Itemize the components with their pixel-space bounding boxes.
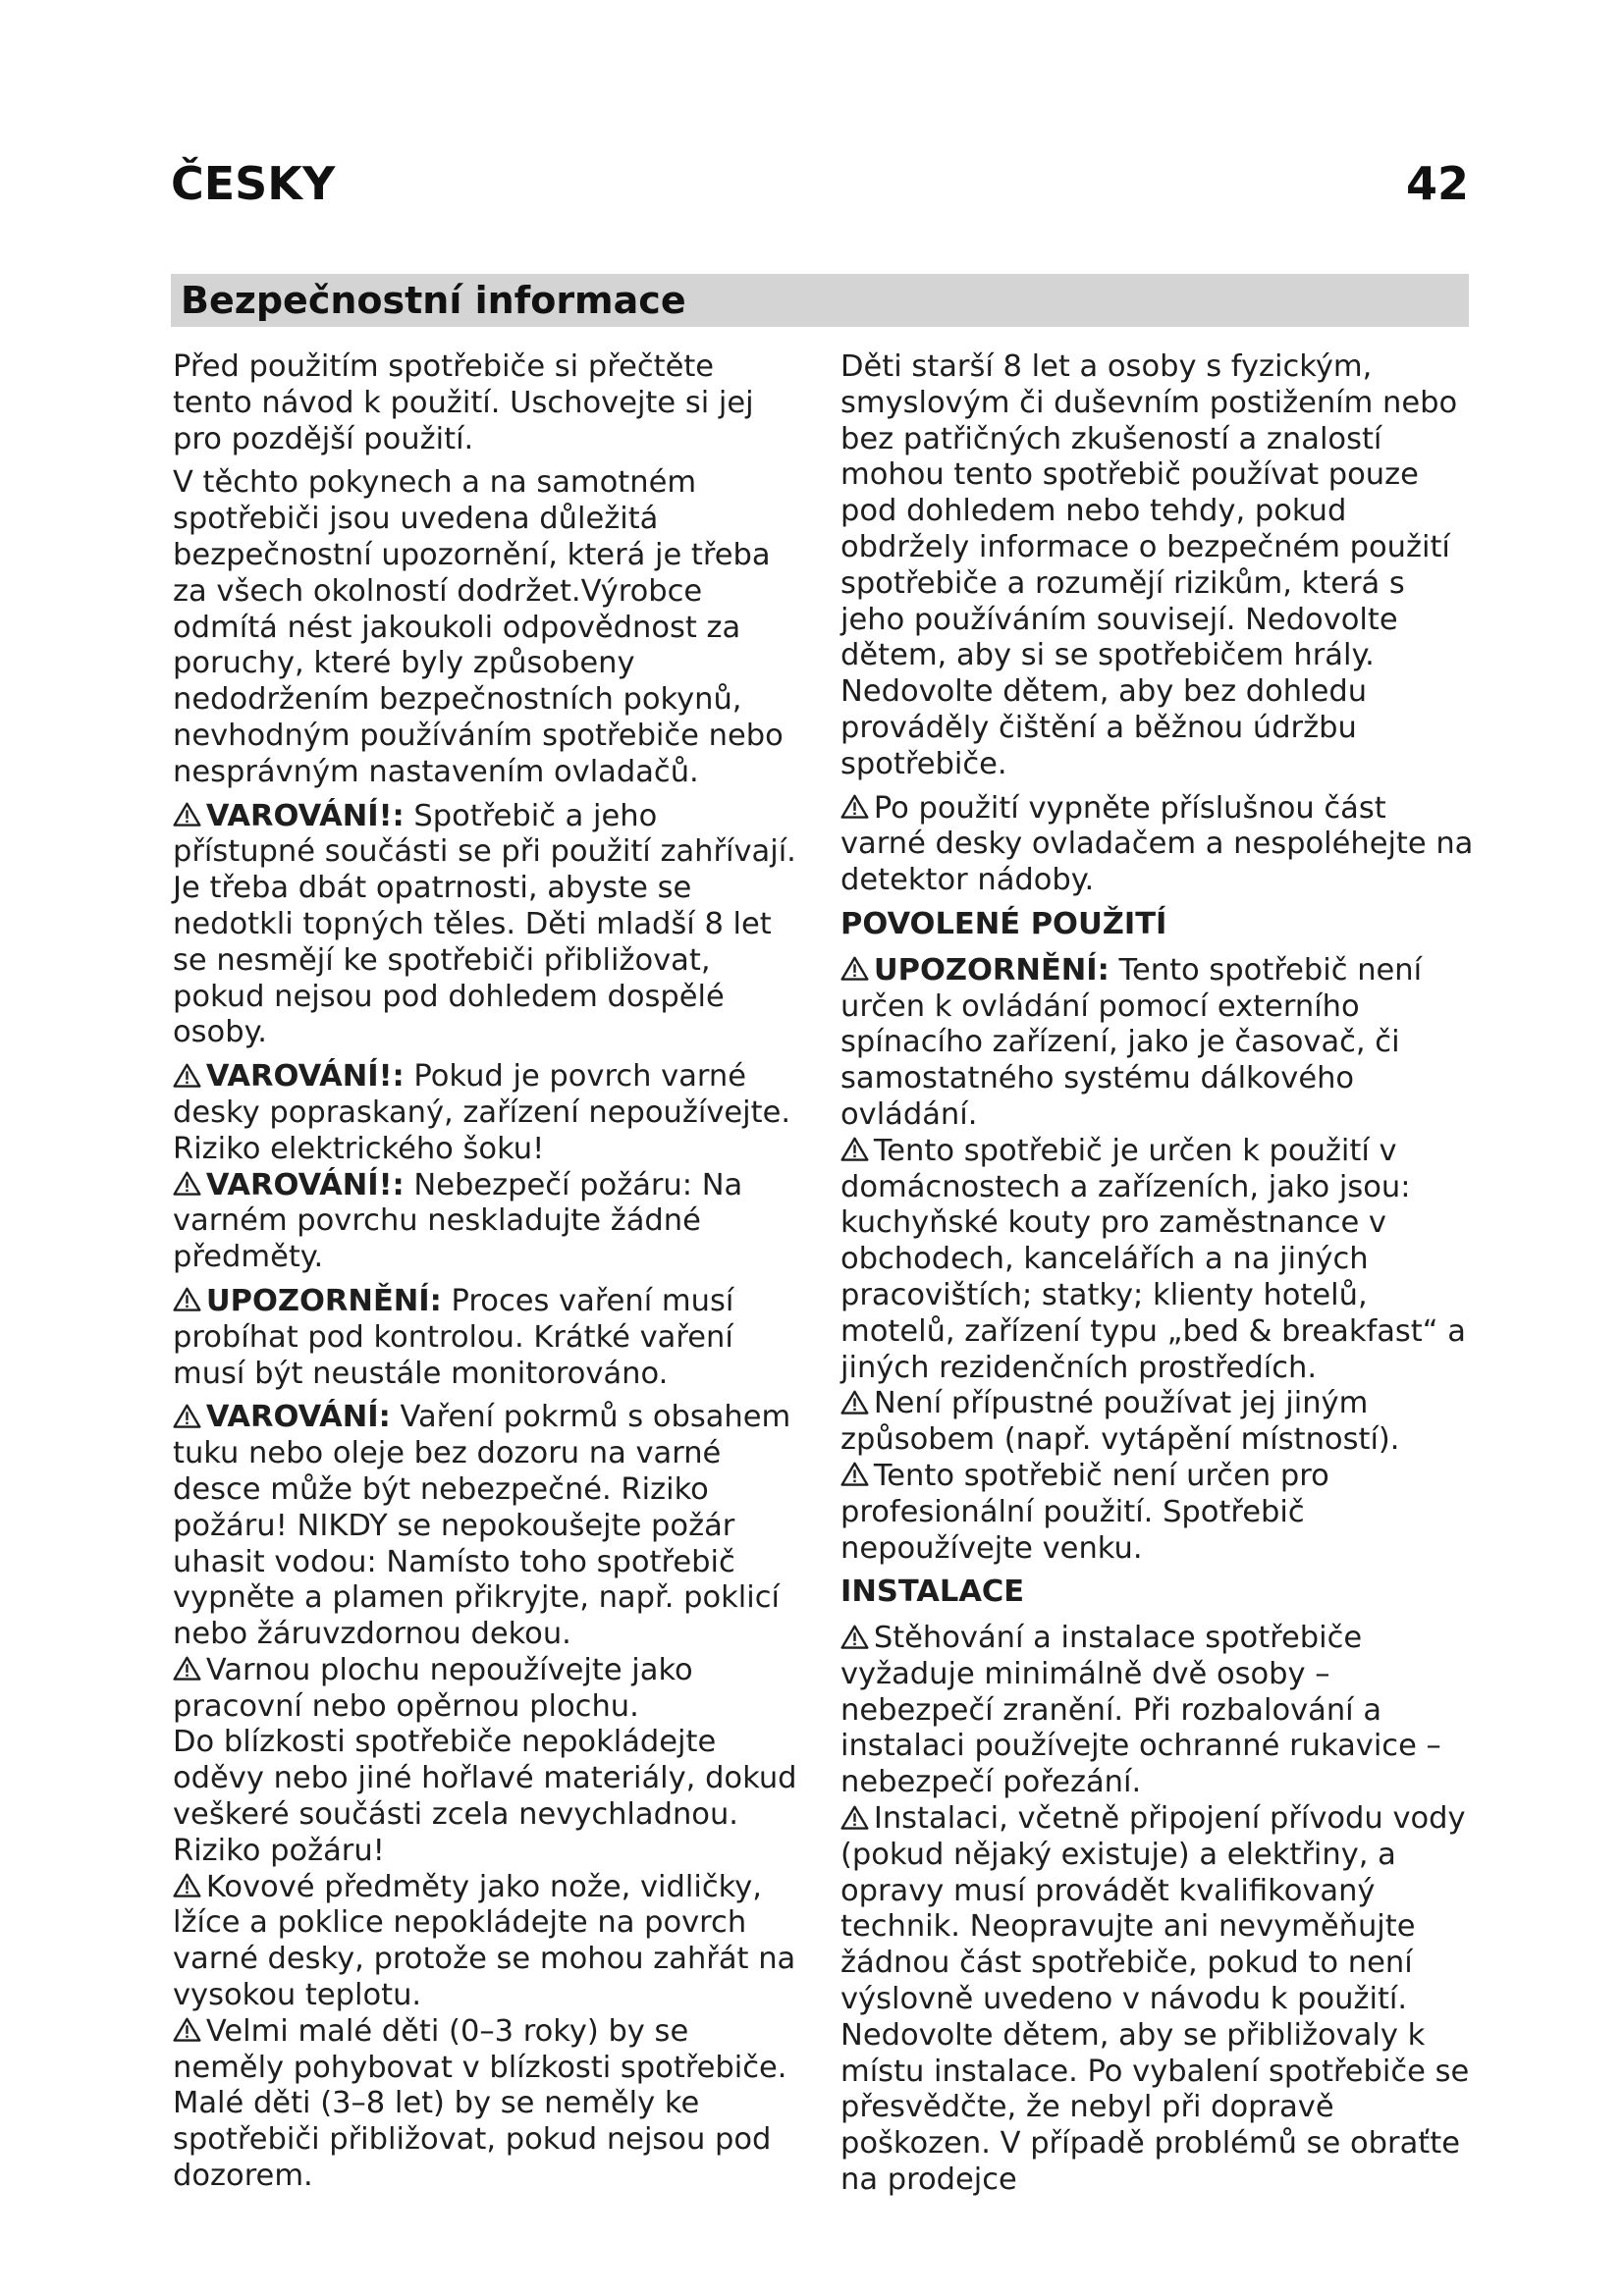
warning-triangle-icon [840,1137,869,1161]
warning-triangle-icon [840,1390,869,1415]
warning-switch-off-zone [840,791,1474,899]
warning-label: VAROVÁNÍ!: [205,1167,405,1202]
warning-text: Nebezpečí požáru: Na varném povrchu neskladujte žádné předměty. [173,1167,743,1275]
warning-text: Vaření pokrmů s obsahem tuku nebo oleje bez dozoru na varné desce může být nebezpečné. Riziko požáru! NIKDY se nepokoušejte požár uhasit vodou: Namísto toho spotřebič vypněte a plamen přikryjte, např. poklicí nebo žáruvzdornou dekou. [173,1400,791,1652]
caution-supervised-cooking [173,1284,801,1392]
warning-text: Po použití vypněte příslušnou část varné desky ovladačem a nespoléhejte na detektor nádoby. [840,790,1474,898]
warning-metal-objects [173,1870,801,2014]
caution-label: UPOZORNĚNÍ: [873,952,1110,988]
warning-triangle-icon [840,1805,869,1830]
warning-text: Velmi malé děti (0–3 roky) by se neměly pohybovat v blízkosti spotřebiče. Malé děti (3–8 let) by se neměly ke spotřebiči přibližovat, pokud nejsou pod dozorem. [173,2013,787,2194]
warning-triangle-icon [840,1625,869,1649]
warning-text: Spotřebič a jeho přístupné součásti se při použití zahřívají. Je třeba dbát opatrnosti, abyste se nedotkli topných těles. Děti mladší 8 let se nesmějí ke spotřebiči přibližovat, pokud nejsou pod dohledem dospělé osoby. [173,798,796,1050]
caution-label: UPOZORNĚNÍ: [205,1283,442,1318]
page-number: 42 [1405,157,1469,210]
warning-small-children [173,2014,801,2195]
warning-work-surface [173,1653,801,1726]
language-heading: ČESKY [171,157,336,210]
warning-triangle-icon [173,1656,201,1681]
warning-label: VAROVÁNÍ: [205,1400,391,1435]
intro-paragraph: Před použitím spotřebiče si přečtěte tento návod k použití. Uschovejte si jej pro pozdější použití. [173,349,754,456]
flammable-materials-paragraph: Do blízkosti spotřebiče nepokládejte oděvy nebo jiné hořlavé materiály, dokud veškeré součásti zcela nevychladnou. Riziko požáru! [173,1725,797,1868]
section-title-bar [171,274,1469,327]
right-column [840,349,1474,2199]
warning-cracked-surface [173,1059,801,1167]
warning-text: Instalaci, včetně připojení přívodu vody (pokud nějaký existuje) a elektřiny, a opravy musí provádět kvalifikovaný technik. Neopravujte ani nevyměňujte žádnou část spotřebiče, pokud to není výslovně uvedeno v návodu k použití. Nedovolte dětem, aby se přibližovaly k místu instalace. Po vybalení spotřebiče se přesvědčte, že nebyl při dopravě poškozen. V případě problémů se obraťte na prodejce [840,1801,1470,2198]
safety-notice-paragraph: V těchto pokynech a na samotném spotřebiči jsou uvedena důležitá bezpečnostní upozornění, která je třeba za všech okolností dodržet.Výrobce odmítá nést jakoukoli odpovědnost za poruchy, které byly způsobeny nedodržením bezpečnostních pokynů, nevhodným používáním spotřebiče nebo nesprávným nastavením ovladačů. [173,465,784,789]
warning-triangle-icon [173,1873,201,1897]
warning-label: VAROVÁNÍ!: [205,1059,405,1095]
warning-professional-use [840,1459,1474,1567]
warning-text: Varnou plochu nepoužívejte jako pracovní nebo opěrnou plochu. [173,1652,693,1724]
permitted-use-heading: POVOLENÉ POUŽITÍ [840,906,1167,941]
warning-text: Kovové předměty jako nože, vidličky, lžíce a poklice nepokládejte na povrch varné desky, protože se mohou zahřát na vysokou teplotu. [173,1869,796,2013]
section-title: Bezpečnostní informace [181,279,686,322]
warning-household-use [840,1134,1474,1387]
warning-text: Pokud je povrch varné desky popraskaný, zařízení nepoužívejte. Riziko elektrického šoku! [173,1059,791,1166]
warning-text: Tento spotřebič je určen k použití v domácnostech a zařízeních, jako jsou: kuchyňské kouty pro zaměstnance v obchodech, kancelářích a na jiných pracovištích; statky; klienty hotelů, motelů, zařízení typu „bed & breakfast“ a jiných rezidenčních prostředích. [840,1133,1466,1385]
warning-hot-parts [173,799,801,1052]
children-supervision-paragraph: Děti starší 8 let a osoby s fyzickým, smyslovým či duševním postižením nebo bez patřičných zkušeností a znalostí mohou tento spotřebič používat pouze pod dohledem nebo tehdy, pokud obdržely informace o bezpečném použití spotřebiče a rozumějí rizikům, která s jeho používáním souvisejí. Nedovolte dětem, aby si se spotřebičem hrály. Nedovolte dětem, aby bez dohledu prováděly čištění a běžnou údržbu spotřebiče. [840,349,1458,781]
caution-text: Proces vaření musí probíhat pod kontrolou. Krátké vaření musí být neustále monitorováno. [173,1283,734,1391]
warning-fire-storage [173,1168,801,1276]
warning-triangle-icon [840,794,869,819]
warning-text: Tento spotřebič není určen pro profesionální použití. Spotřebič nepoužívejte venku. [840,1458,1329,1566]
left-column [173,349,801,2195]
warning-triangle-icon [173,2017,201,2042]
warning-other-use [840,1386,1474,1459]
warning-triangle-icon [173,1404,201,1428]
warning-text: Stěhování a instalace spotřebiče vyžaduje minimálně dvě osoby – nebezpečí zranění. Při rozbalování a instalaci používejte ochranné rukavice – nebezpečí pořezání. [840,1621,1441,1800]
warning-triangle-icon [173,1063,201,1088]
warning-triangle-icon [840,1462,869,1486]
warning-qualified-technician [840,1801,1474,2199]
warning-triangle-icon [173,1171,201,1196]
warning-label: VAROVÁNÍ!: [205,798,405,833]
warning-triangle-icon [840,956,869,981]
installation-heading: INSTALACE [840,1575,1025,1610]
warning-triangle-icon [173,1287,201,1311]
warning-fat-oil [173,1400,801,1653]
caution-external-switch [840,953,1474,1134]
warning-moving-installation [840,1621,1474,1801]
warning-triangle-icon [173,802,201,827]
caution-text: Tento spotřebič není určen k ovládání pomocí externího spínacího zařízení, jako je časovač, či samostatného systému dálkového ovládání. [840,952,1423,1132]
warning-text: Není přípustné používat jej jiným způsobem (např. vytápění místností). [840,1386,1400,1458]
